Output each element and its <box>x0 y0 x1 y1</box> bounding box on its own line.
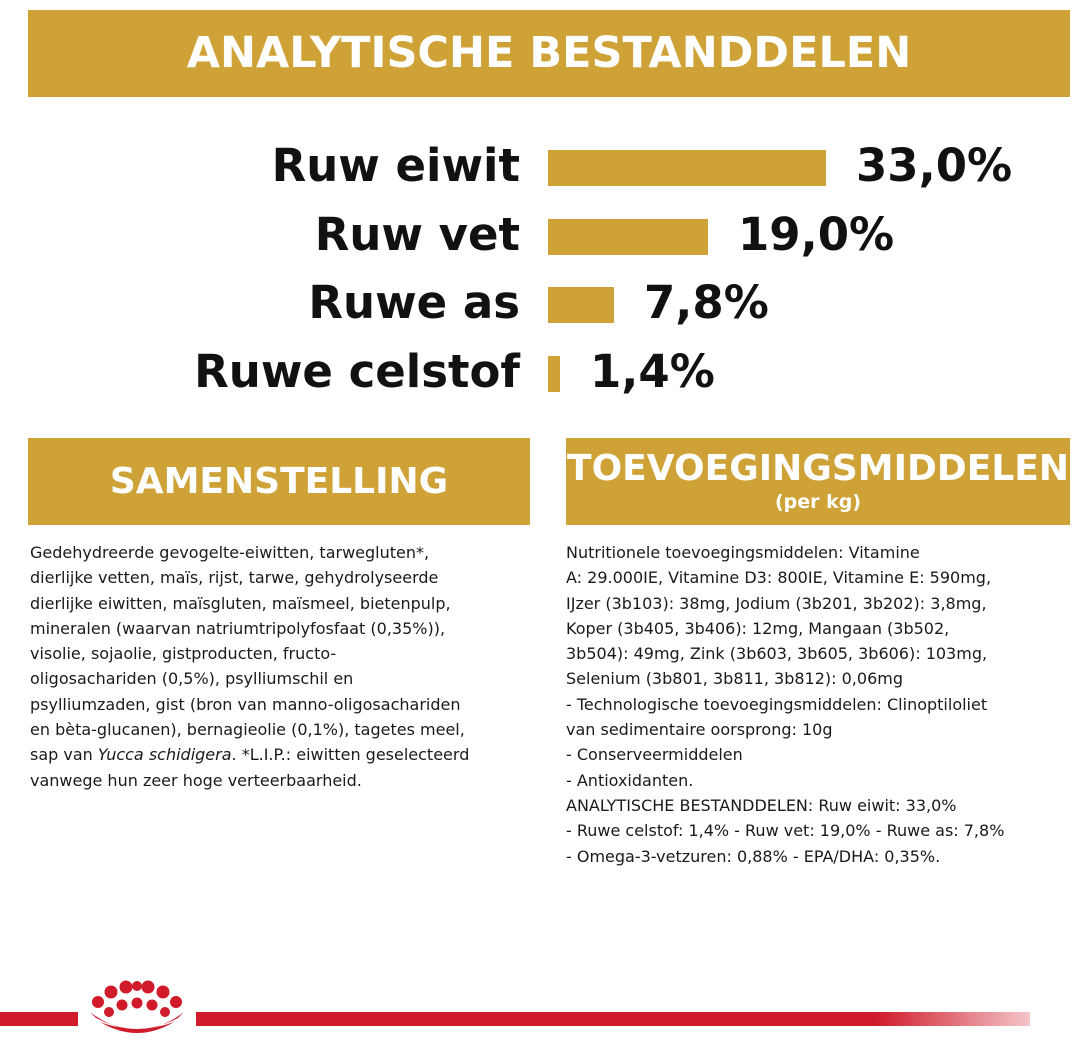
crown-svg <box>78 978 196 1040</box>
additives-subtitle: (per kg) <box>774 491 862 513</box>
analytic-row <box>0 134 1080 198</box>
row-value: 19,0% <box>738 208 895 261</box>
row-label: Ruw vet <box>314 208 520 261</box>
row-label: Ruwe as <box>308 276 520 329</box>
row-value: 33,0% <box>856 139 1013 192</box>
row-bar <box>548 356 560 392</box>
additives-title: TOEVOEGINGSMIDDELEN <box>567 448 1069 489</box>
analytic-row <box>0 203 1080 267</box>
royal-canin-crown-icon <box>78 978 196 1040</box>
composition-text <box>30 540 535 793</box>
analytic-row <box>0 340 1080 404</box>
row-bar <box>548 219 708 255</box>
row-bar <box>548 287 614 323</box>
composition-italic-species: Yucca schidigera <box>97 745 232 765</box>
row-value: 7,8% <box>644 276 769 329</box>
analytic-banner <box>28 10 1070 97</box>
composition-banner <box>28 438 530 525</box>
row-bar <box>548 150 826 186</box>
composition-text-part: Gedehydreerde gevogelte-eiwitten, tarwegluten*, dierlijke vetten, maïs, rijst, tarwe, gehydrolyseerde dierlijke eiwitten, maïsgluten, maïsmeel, bietenpulp, mineralen (waarvan natriumtripolyfosfaat (0,35%)), visolie, sojaolie, gistproducten, fructo- oligosachariden (0,5%), psylliumschil en psylliumzaden, gist (bron van manno-oligosachariden en bèta-glucanen), bernagieolie (0,1%), tagetes meel, sap van <box>30 543 465 765</box>
row-label: Ruwe celstof <box>194 345 520 398</box>
row-value: 1,4% <box>590 345 715 398</box>
composition-text-part: . *L.I.P.: eiwitten geselecteerd vanwege hun zeer hoge verteerbaarheid. <box>30 745 470 790</box>
analytic-row <box>0 271 1080 335</box>
additives-text: Nutritionele toevoegingsmiddelen: Vitamine A: 29.000IE, Vitamine D3: 800IE, Vitamine E: 590mg, IJzer (3b103): 38mg, Jodium (3b201, 3b202): 3,8mg, Koper (3b405, 3b406): 12mg, Mangaan (3b502, 3b504): 49mg, Zink (3b603, 3b605, 3b606): 103mg, Selenium (3b801, 3b811, 3b812): 0,06mg - Technologische toevoegingsmiddelen: Clinoptiloliet van sedimentaire oorsprong: 10g - Conserveermiddelen - Antioxidanten. ANALYTISCHE BESTANDDELEN: Ruw eiwit: 33,0% - Ruwe celstof: 1,4% - Ruw vet: 19,0% - Ruwe as: 7,8% - Omega-3-vetzuren: 0,88% - EPA/DHA: 0,35%. <box>566 543 1005 866</box>
additives-banner <box>566 438 1070 525</box>
composition-title: SAMENSTELLING <box>109 460 449 502</box>
row-label: Ruw eiwit <box>271 139 520 192</box>
analytic-title: ANALYTISCHE BESTANDDELEN <box>186 28 912 78</box>
